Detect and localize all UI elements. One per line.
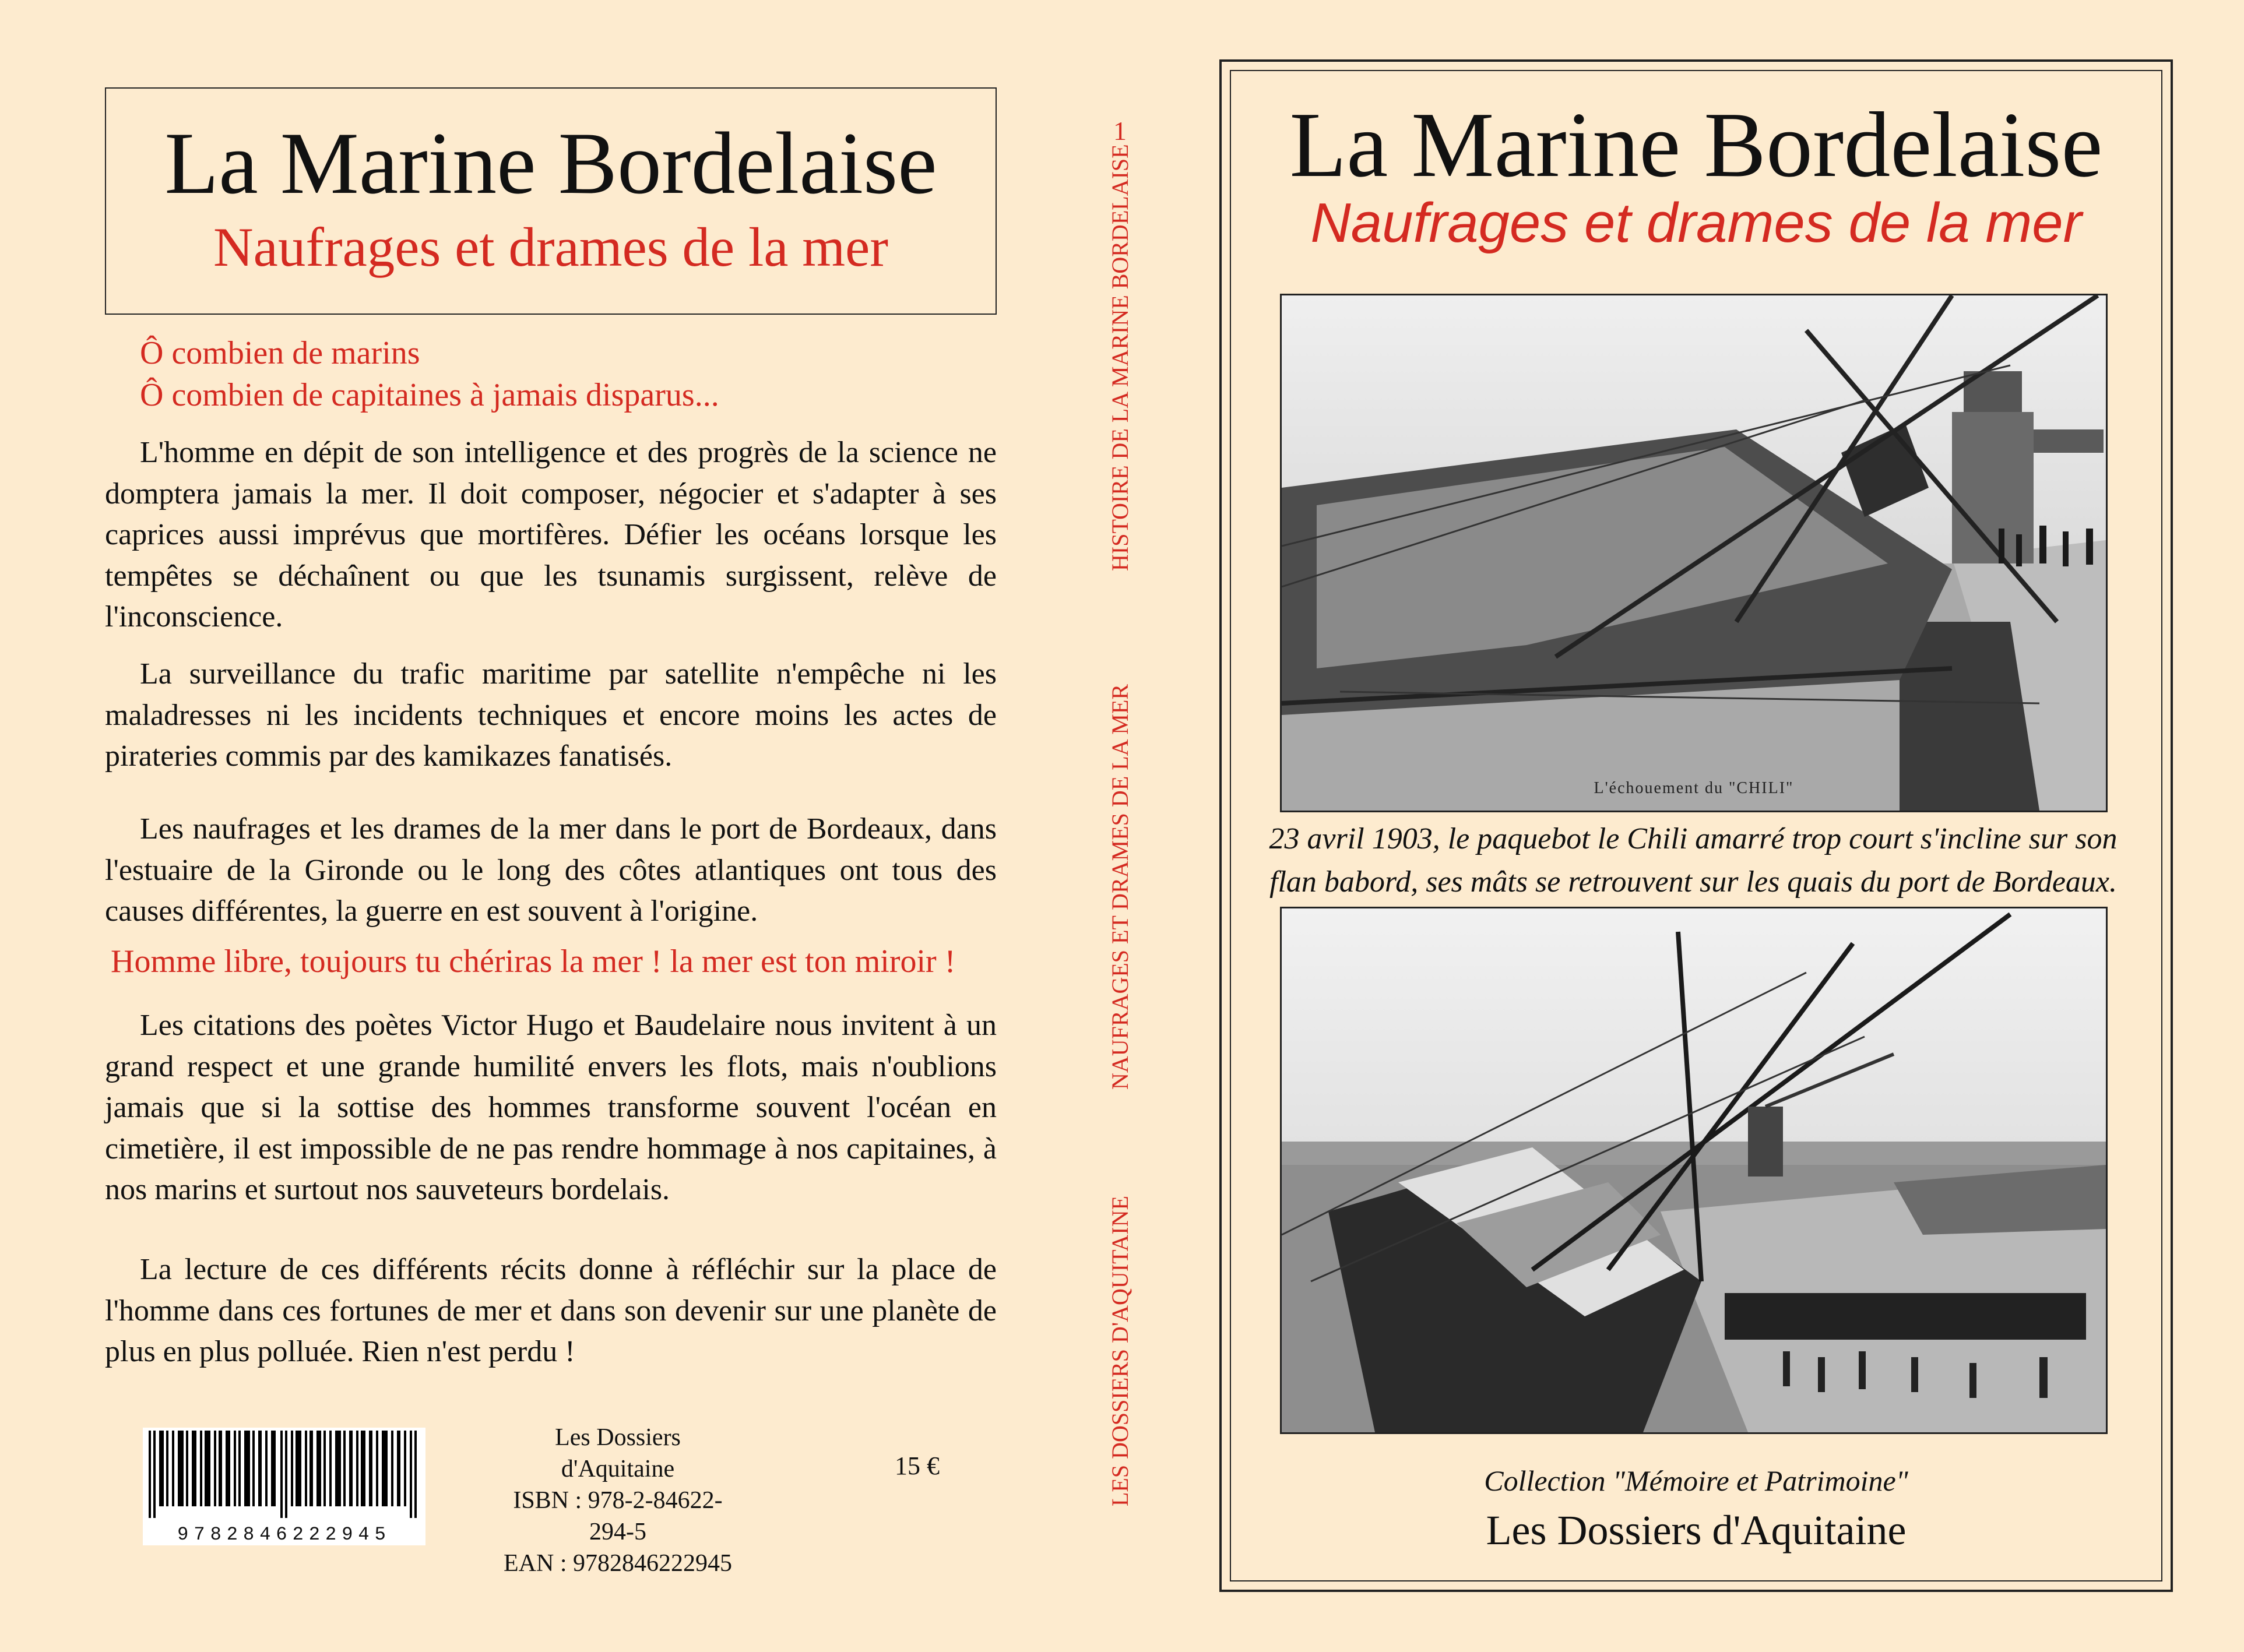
spine-publisher: LES DOSSIERS D'AQUITAINE	[1107, 1196, 1133, 1506]
photo-1-caption: L'échouement du "CHILI"	[1594, 779, 1794, 797]
spine-series: HISTOIRE DE LA MARINE BORDELAISE	[1107, 144, 1133, 571]
photo-chili-stranding	[1280, 294, 2108, 812]
back-paragraph-3: Les naufrages et les drames de la mer dans le port de Bordeaux, dans l'estuaire de la Gironde ou le long des côtes atlantiques ont tous des causes différentes, la guerre en est souvent à l'origine.	[105, 812, 997, 928]
baudelaire-quote: Homme libre, toujours tu chériras la mer ! la mer est ton miroir !	[111, 943, 956, 980]
shipwreck-illustration-2	[1282, 908, 2106, 1432]
back-paragraph-2: La surveillance du trafic maritime par satellite n'empêche ni les maladresses ni les incidents techniques et encore moins les actes de pirateries commis par des kamikazes fanatisés.	[105, 657, 997, 773]
back-paragraph-1: L'homme en dépit de son intelligence et des progrès de la science ne domptera jamais la mer. Il doit composer, négocier et s'adapter à ses caprices aussi imprévus que mortifères. Défier les océans lorsque les tempêtes se déchaînent ou que les tsunamis surgissent, relève de l'inconscience.	[105, 436, 997, 633]
ean: EAN : 9782846222945	[504, 1550, 732, 1577]
barcode-digits: 9782846222945	[143, 1524, 425, 1545]
isbn: ISBN : 978-2-84622-294-5	[513, 1487, 723, 1545]
back-title-box	[105, 87, 997, 315]
spine-volume-number: 1	[1113, 116, 1127, 146]
front-publisher: Les Dossiers d'Aquitaine	[1486, 1507, 1907, 1554]
poem-quote	[140, 332, 991, 416]
collection-label: Collection "Mémoire et Patrimoine"	[1484, 1464, 1908, 1497]
photo-chili-quay	[1280, 907, 2108, 1434]
front-title: La Marine Bordelaise	[1289, 93, 2103, 196]
spine-title: NAUFRAGES ET DRAMES DE LA MER	[1107, 684, 1133, 1090]
front-photo-caption: 23 avril 1903, le paquebot le Chili amarré trop court s'incline sur son flan babord, ses mâts se retrouvent sur les quais du port de Bordeaux.	[1269, 822, 2118, 899]
back-paragraph-5: La lecture de ces différents récits donne à réfléchir sur la place de l'homme dans ces fortunes de mer et dans son devenir sur une planète de plus en plus polluée. Rien n'est perdu !	[105, 1253, 997, 1368]
barcode-bars	[149, 1431, 420, 1518]
poem-line-2: Ô combien de capitaines à jamais disparus...	[140, 377, 719, 413]
back-subtitle: Naufrages et drames de la mer	[213, 216, 888, 278]
poem-line-1: Ô combien de marins	[140, 335, 420, 371]
back-title: La Marine Bordelaise	[164, 114, 937, 212]
back-paragraph-4: Les citations des poètes Victor Hugo et Baudelaire nous invitent à un grand respect et une grande humilité envers les flots, mais n'oublions jamais que si la sottise des hommes transforme souvent l'océan en cimetière, il est impossible de ne pas rendre hommage à nos capitaines, à nos marins et surtout nos sauveteurs bordelais.	[105, 1009, 997, 1206]
publisher-info	[495, 1422, 740, 1579]
shipwreck-illustration-1	[1282, 295, 2106, 811]
price: 15 €	[895, 1452, 940, 1480]
front-subtitle: Naufrages et drames de la mer	[1310, 192, 2082, 254]
back-publisher: Les Dossiers d'Aquitaine	[555, 1424, 681, 1482]
barcode	[143, 1428, 425, 1544]
